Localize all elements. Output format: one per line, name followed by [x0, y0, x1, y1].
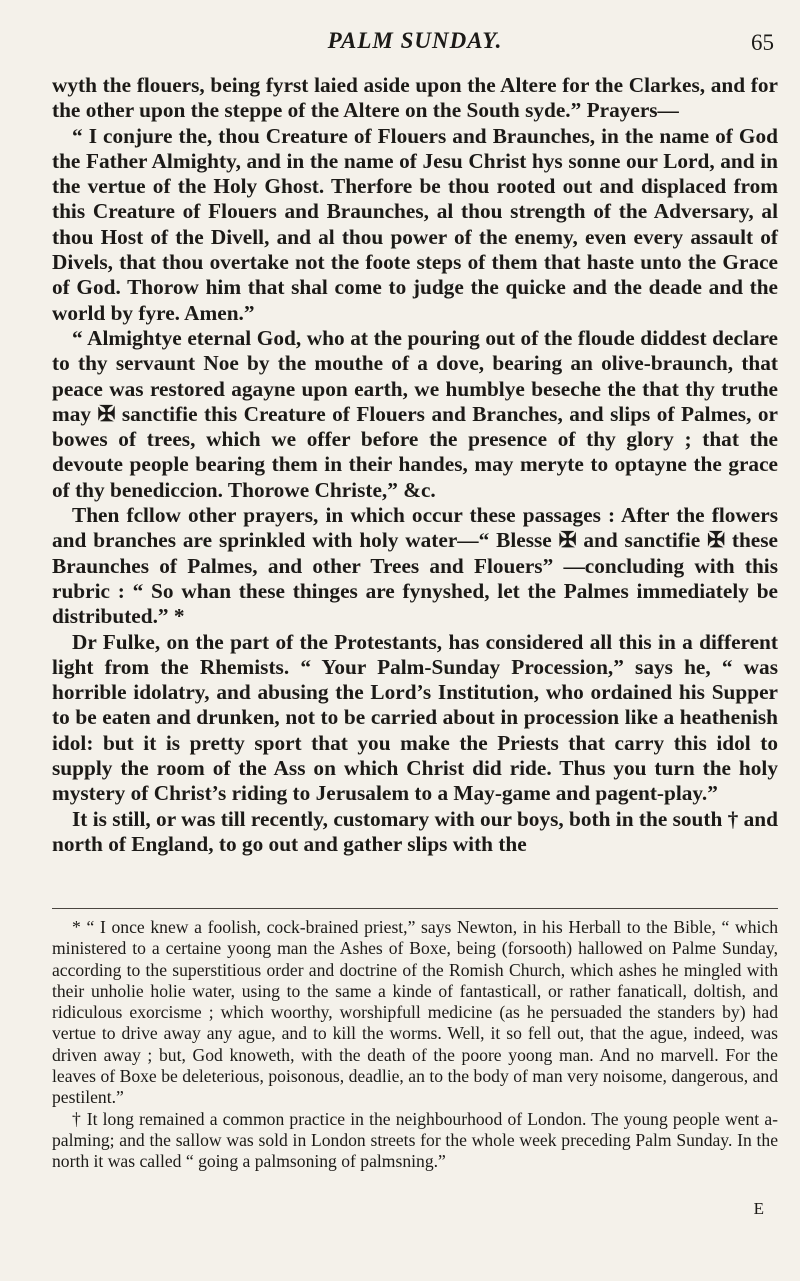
cross-icon: ✠ [707, 528, 725, 553]
text-run: and sanctifie [576, 528, 708, 553]
footnotes [52, 917, 778, 1173]
paragraph: It is still, or was till recently, customary with our boys, both in the south † and north of England, to go out and gather slips with the [52, 806, 778, 856]
page-header [52, 28, 778, 62]
text-run: “ Almightye eternal God, who at the pouring out of the floude diddest declare to thy servaunt Noe by the mouthe of a dove, bearing an olive-braunch, that peace was restored agayne upon earth, we humblye beseche the that thy truthe may [52, 325, 778, 426]
signature-mark: E [753, 1199, 764, 1218]
paragraph: Dr Fulke, on the part of the Protestants, has considered all this in a different light from the Rhemists. “ Your Palm-Sunday Procession,” says he, “ was horrible idolatry, and abusing the Lord’s Institution, who ordained his Supper to be eaten and drunken, not to be carried about in procession like a heathenish idol: but it is pretty sport that you make the Priests that carry this idol to supply the room of the Ass on which Christ did ride. Thus you turn the holy mystery of Christ’s riding to Jerusalem to a May-game and pagent-play.” [52, 629, 778, 806]
text-run: sanctifie this Creature of Flouers and Branches, and slips of Palmes, or bowes of trees, which we offer before the presence of thy glory ; that the devoute people bearing them in their handes, may meryte to optayne the grace of thy benediccion. Thorowe Christe,” &c. [52, 401, 778, 502]
page-number: 65 [751, 30, 774, 55]
footnote: * “ I once knew a foolish, cock-brained priest,” says Newton, in his Herball to the Bible, “ which ministered to a certaine yoong man the Ashes of Boxe, being (forsooth) hallowed on Palme Sunday, according to the superstitious order and doctrine of the Romish Church, which ashes he mingled with their unholie holie water, using to the same a kinde of fantasticall, or rather fanaticall, doltish, and ridiculous exorcisme ; which woorthy, worshipfull medicine (as he persuaded the standers by) had vertue to drive away any ague, and to kill the worms. Well, it so fell out, that the ague, indeed, was driven away ; but, God knoweth, with the death of the poore yoong man. And no marvell. For the leaves of Boxe be deleterious, poisonous, deadlie, an to the body of man very noisome, dangerous, and pestilent.” [52, 917, 778, 1108]
paragraph [52, 503, 778, 629]
running-title: PALM SUNDAY. [327, 28, 503, 53]
main-text [52, 73, 778, 857]
text-run: Then fcllow other prayers, in which occur these passages : After the flowers and branches are sprinkled with holy water—“ Blesse [52, 503, 778, 553]
footnote: † It long remained a common practice in the neighbourhood of London. The young people went a-palming; and the sallow was sold in London streets for the whole week preceding Palm Sunday. In the north it was called “ going a palmsoning of palmsning.” [52, 1108, 778, 1172]
cross-icon: ✠ [558, 528, 577, 553]
text-run: these Braunches of Palmes, and other Trees and Flouers” —concluding with this rubric : “ So whan these thinges are fynyshed, let the Palmes immediately be distributed.” * [52, 528, 778, 629]
paragraph: “ I conjure the, thou Creature of Flouers and Braunches, in the name of God the Father Almighty, and in the name of Jesu Christ hys sonne our Lord, and in the vertue of the Holy Ghost. Therfore be thou rooted out and displaced from this Creature of Flouers and Braunches, al thou strength of the Adversary, al thou Host of the Divell, and al thou power of the enemy, even every assault of Divels, that thou overtake not the foote steps of them that haste unto the Grace of God. Thorow him that shal come to judge the quicke and the deade and the world by fyre. Amen.” [52, 123, 778, 325]
cross-icon: ✠ [97, 401, 116, 426]
paragraph [52, 326, 778, 503]
footnote-divider [52, 908, 778, 909]
paragraph: wyth the flouers, being fyrst laied aside upon the Altere for the Clarkes, and for the other upon the steppe of the Altere on the South syde.” Prayers— [52, 73, 778, 123]
